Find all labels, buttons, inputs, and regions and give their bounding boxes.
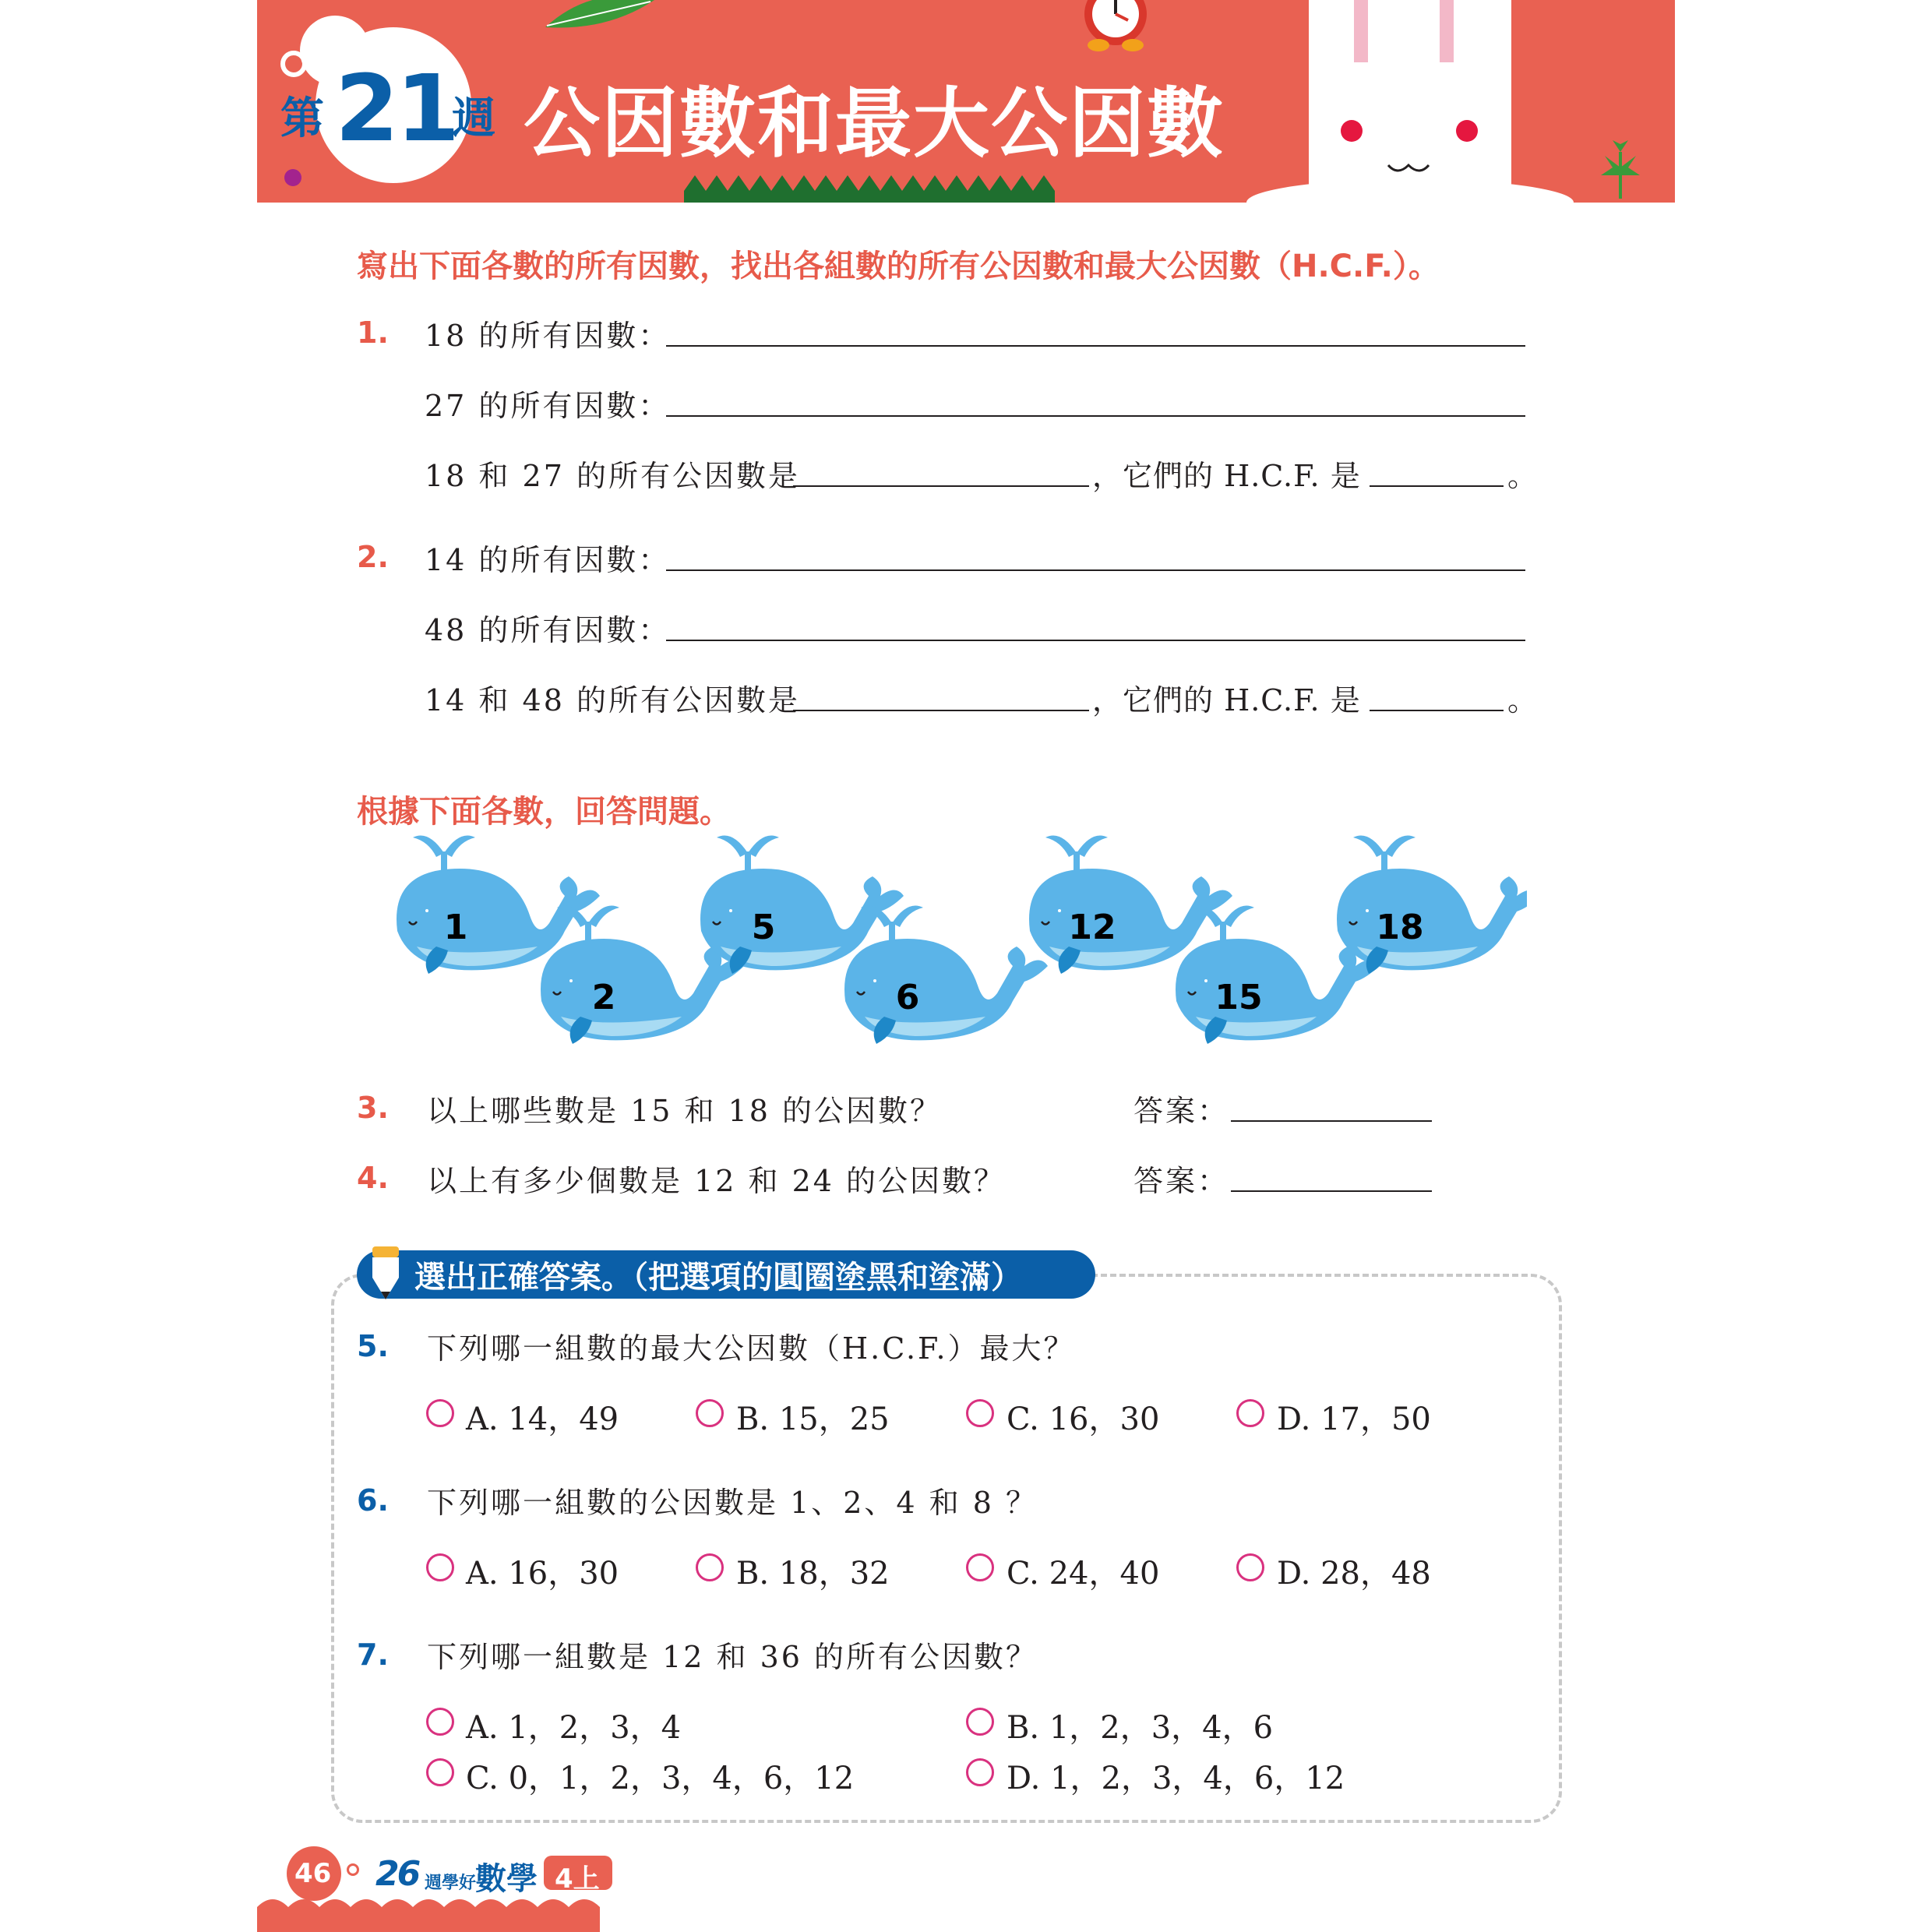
q1-answer-line-b[interactable]: [666, 415, 1525, 417]
q7-option-b-radio[interactable]: [966, 1708, 994, 1736]
q5-option-b-radio[interactable]: [696, 1399, 724, 1427]
svg-text:1: 1: [443, 908, 468, 947]
ring-decoration: [280, 51, 307, 77]
question-number: 4.: [357, 1161, 389, 1195]
q3-answer-label: 答案：: [1133, 1094, 1230, 1128]
q5-option-a[interactable]: A. 14，49: [466, 1401, 619, 1437]
whale-18: [1337, 836, 1527, 975]
q2-period: 。: [1507, 683, 1540, 717]
q6-option-b-radio[interactable]: [696, 1553, 724, 1581]
q1-hcf-label: ，它們的 H.C.F. 是: [1092, 459, 1361, 493]
q2-hcf-line[interactable]: [1370, 710, 1504, 711]
svg-text:12: 12: [1068, 908, 1116, 947]
question-number: 7.: [357, 1638, 389, 1672]
q6-option-c[interactable]: C. 24，40: [1007, 1556, 1160, 1592]
svg-text:18: 18: [1376, 908, 1424, 947]
q1-common-factors-line[interactable]: [793, 485, 1089, 487]
q2-factors-14-label: 14 的所有因數：: [425, 543, 671, 577]
q6-option-c-radio[interactable]: [966, 1553, 994, 1581]
week-number: 21: [335, 55, 457, 162]
week-prefix: 第: [280, 93, 324, 144]
section2-instruction: 根據下面各數，回答問題。: [357, 794, 731, 830]
question-number: 6.: [357, 1483, 389, 1518]
q7-option-d[interactable]: D. 1，2，3，4，6，12: [1007, 1761, 1345, 1796]
q5-option-d-radio[interactable]: [1236, 1399, 1264, 1427]
q4-answer-line[interactable]: [1231, 1190, 1432, 1192]
q7-option-c[interactable]: C. 0，1，2，3，4，6，12: [466, 1761, 855, 1796]
ring-decoration: [347, 1863, 359, 1876]
q3-answer-line[interactable]: [1231, 1120, 1432, 1122]
q7-option-a[interactable]: A. 1，2，3，4: [466, 1710, 682, 1746]
logo-big-text: 數學: [475, 1861, 538, 1897]
page-title: 公因數和最大公因數: [524, 79, 1225, 168]
svg-text:6: 6: [895, 978, 920, 1017]
q6-text: 下列哪一組數的公因數是 1、2、4 和 8 ？: [427, 1486, 1038, 1520]
q4-text: 以上有多少個數是 12 和 24 的公因數？: [427, 1164, 1007, 1198]
mc-banner-text: 選出正確答案。（把選項的圓圈塗黑和塗滿）: [414, 1260, 1022, 1296]
q7-option-d-radio[interactable]: [966, 1758, 994, 1786]
q1-hcf-line[interactable]: [1370, 485, 1504, 487]
question-number: 2.: [357, 540, 389, 574]
q5-option-a-radio[interactable]: [426, 1399, 454, 1427]
q5-text: 下列哪一組數的最大公因數（H.C.F.）最大？: [427, 1331, 1076, 1366]
q1-factors-27-label: 27 的所有因數：: [425, 389, 671, 423]
q6-option-a[interactable]: A. 16，30: [466, 1556, 619, 1592]
q1-factors-18-label: 18 的所有因數：: [425, 319, 671, 353]
leaf-icon: [545, 0, 654, 28]
whales-illustration: [374, 822, 1527, 1063]
rabbit-illustration: [1246, 0, 1574, 203]
dot-decoration: [284, 169, 301, 186]
q7-text: 下列哪一組數是 12 和 36 的所有公因數？: [427, 1640, 1038, 1674]
q4-answer-label: 答案：: [1133, 1164, 1230, 1198]
page-number: 46: [294, 1858, 332, 1889]
q3-text: 以上哪些數是 15 和 18 的公因數？: [427, 1094, 943, 1128]
week-suffix: 週: [452, 93, 495, 144]
q2-common-factors-line[interactable]: [793, 710, 1089, 711]
section1-instruction: 寫出下面各數的所有因數，找出各組數的所有公因數和最大公因數（H.C.F.）。: [357, 249, 1440, 284]
q5-option-b[interactable]: B. 15，25: [736, 1401, 890, 1437]
q5-option-c-radio[interactable]: [966, 1399, 994, 1427]
q7-option-a-radio[interactable]: [426, 1708, 454, 1736]
q7-option-c-radio[interactable]: [426, 1758, 454, 1786]
question-number: 1.: [357, 316, 389, 350]
q1-period: 。: [1507, 459, 1540, 493]
q2-hcf-label: ，它們的 H.C.F. 是: [1092, 683, 1361, 717]
grade-label: 4上: [555, 1863, 600, 1895]
q6-option-d-radio[interactable]: [1236, 1553, 1264, 1581]
q6-option-a-radio[interactable]: [426, 1553, 454, 1581]
plant-icon: [1601, 140, 1640, 199]
alarm-clock-icon: [1084, 0, 1147, 51]
q2-answer-line-b[interactable]: [666, 640, 1525, 641]
q2-answer-line-a[interactable]: [666, 569, 1525, 571]
q1-common-factors-label: 18 和 27 的所有公因數是: [425, 459, 800, 493]
question-number: 5.: [357, 1329, 389, 1363]
logo-small-text: 週學好: [425, 1874, 477, 1893]
grass-decoration: [684, 175, 1055, 203]
q6-option-b[interactable]: B. 18，32: [736, 1556, 890, 1592]
logo-number: 26: [375, 1854, 419, 1894]
pencil-icon: [366, 1246, 405, 1303]
q7-option-b[interactable]: B. 1，2，3，4，6: [1007, 1710, 1274, 1746]
svg-text:15: 15: [1215, 978, 1263, 1017]
svg-text:2: 2: [591, 978, 616, 1017]
q5-option-d[interactable]: D. 17，50: [1277, 1401, 1431, 1437]
q5-option-c[interactable]: C. 16，30: [1007, 1401, 1160, 1437]
q6-option-d[interactable]: D. 28，48: [1277, 1556, 1431, 1592]
q2-factors-48-label: 48 的所有因數：: [425, 613, 671, 647]
svg-text:5: 5: [751, 908, 776, 947]
q2-common-factors-label: 14 和 48 的所有公因數是: [425, 683, 800, 717]
whale-6: [844, 906, 1048, 1045]
question-number: 3.: [357, 1091, 389, 1125]
q1-answer-line-a[interactable]: [666, 345, 1525, 347]
